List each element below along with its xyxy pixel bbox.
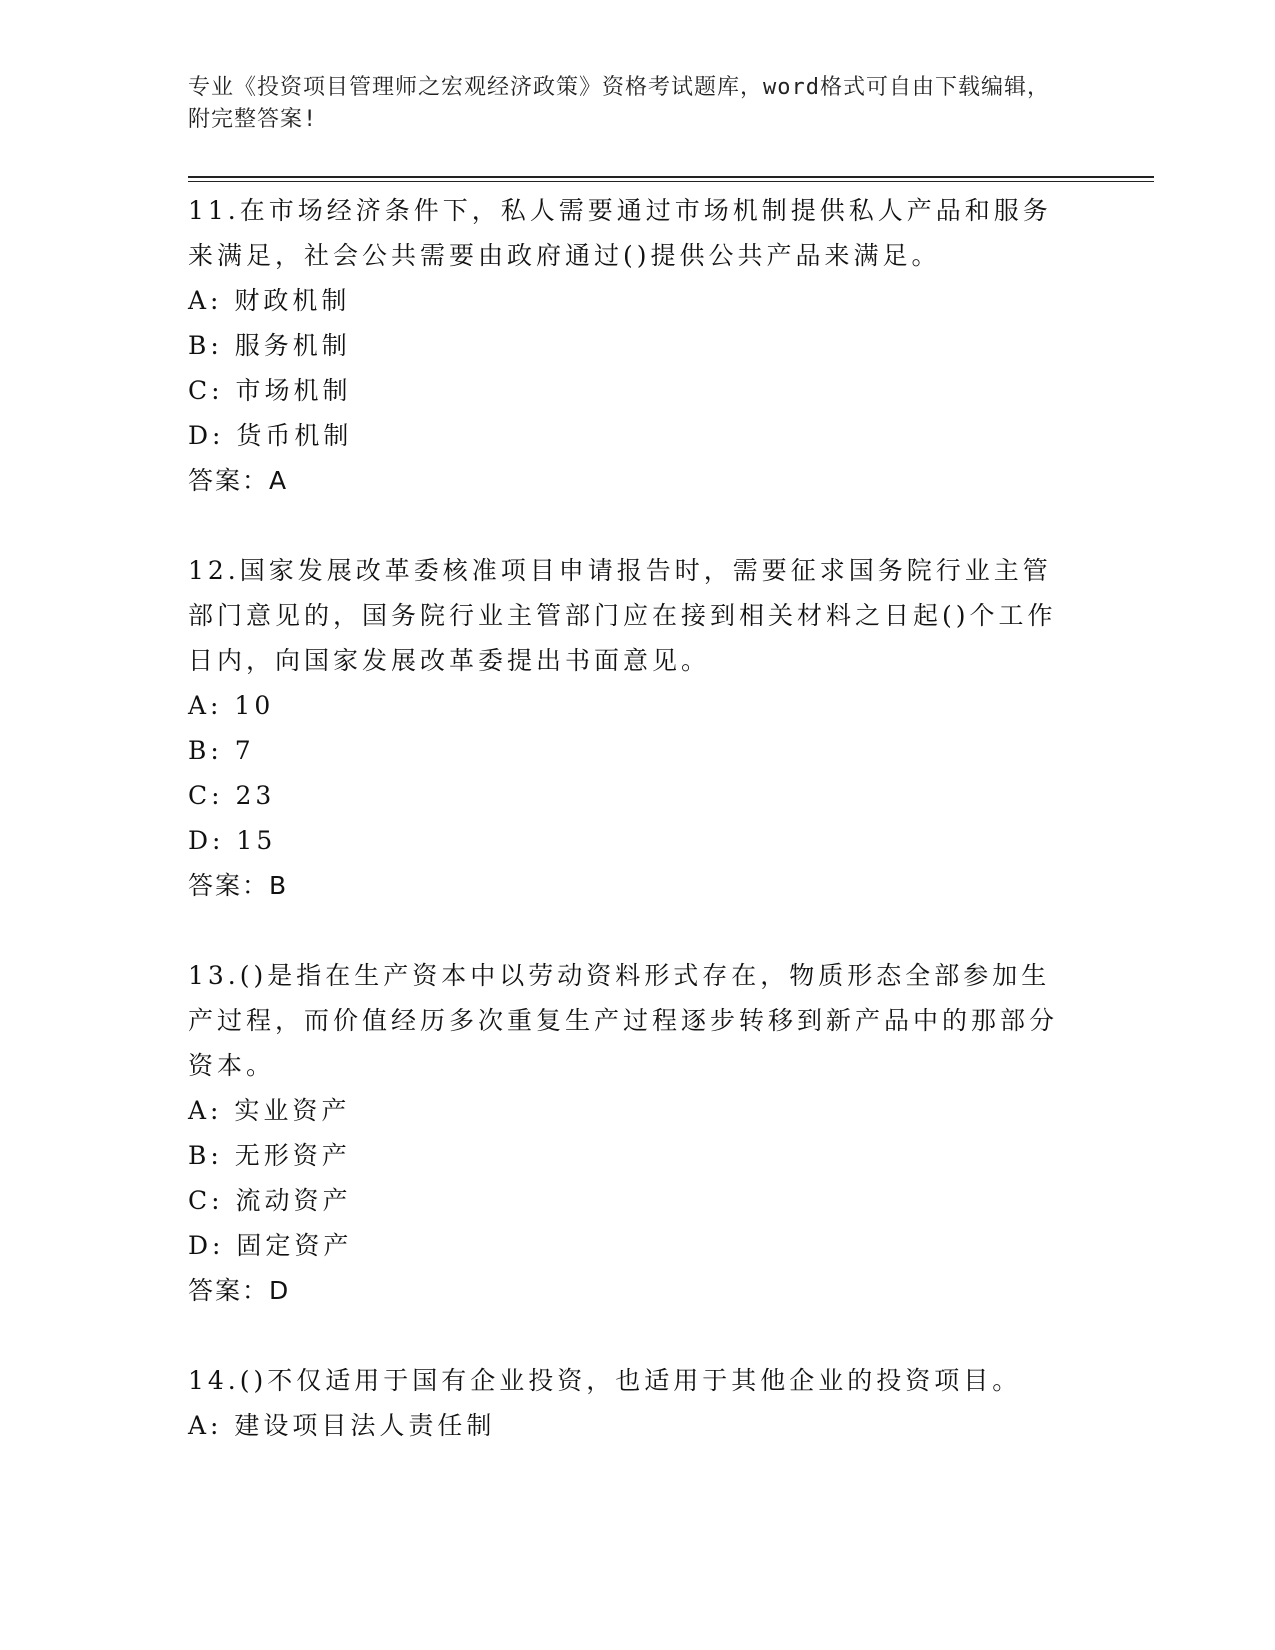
question-text: 11.在市场经济条件下，私人需要通过市场机制提供私人产品和服务来满足，社会公共需要由政府通过()提供公共产品来满足。 (188, 196, 1052, 270)
option-d: D: 固定资产 (188, 1231, 353, 1260)
answer-label: 答案：A (188, 466, 289, 495)
option-d: D: 15 (188, 826, 277, 855)
question-11 (188, 188, 1068, 503)
question-text: 12.国家发展改革委核准项目申请报告时，需要征求国务院行业主管部门意见的，国务院行业主管部门应在接到相关材料之日起()个工作日内，向国家发展改革委提出书面意见。 (188, 556, 1057, 675)
option-a: A: 财政机制 (188, 286, 351, 315)
option-b: B: 无形资产 (188, 1141, 351, 1170)
option-c: C: 流动资产 (188, 1186, 352, 1215)
option-c: C: 市场机制 (188, 376, 352, 405)
document-header: 专业《投资项目管理师之宏观经济政策》资格考试题库，word格式可自由下载编辑，附完整答案! (188, 75, 1050, 132)
answer-label: 答案：B (188, 871, 289, 900)
question-text: 14.()不仅适用于国有企业投资，也适用于其他企业的投资项目。 (188, 1366, 1022, 1395)
question-list (188, 188, 1068, 1493)
question-13 (188, 953, 1068, 1313)
option-c: C: 23 (188, 781, 276, 810)
option-b: B: 服务机制 (188, 331, 351, 360)
answer-label: 答案：D (188, 1276, 291, 1305)
question-text: 13.()是指在生产资本中以劳动资料形式存在，物质形态全部参加生产过程，而价值经历多次重复生产过程逐步转移到新产品中的那部分资本。 (188, 961, 1059, 1080)
option-a: A: 建设项目法人责任制 (188, 1411, 496, 1440)
question-12 (188, 548, 1068, 908)
question-14 (188, 1358, 1068, 1448)
option-d: D: 货币机制 (188, 421, 353, 450)
option-a: A: 实业资产 (188, 1096, 351, 1125)
header-divider (188, 176, 1154, 182)
option-b: B: 7 (188, 736, 255, 765)
option-a: A: 10 (188, 691, 275, 720)
